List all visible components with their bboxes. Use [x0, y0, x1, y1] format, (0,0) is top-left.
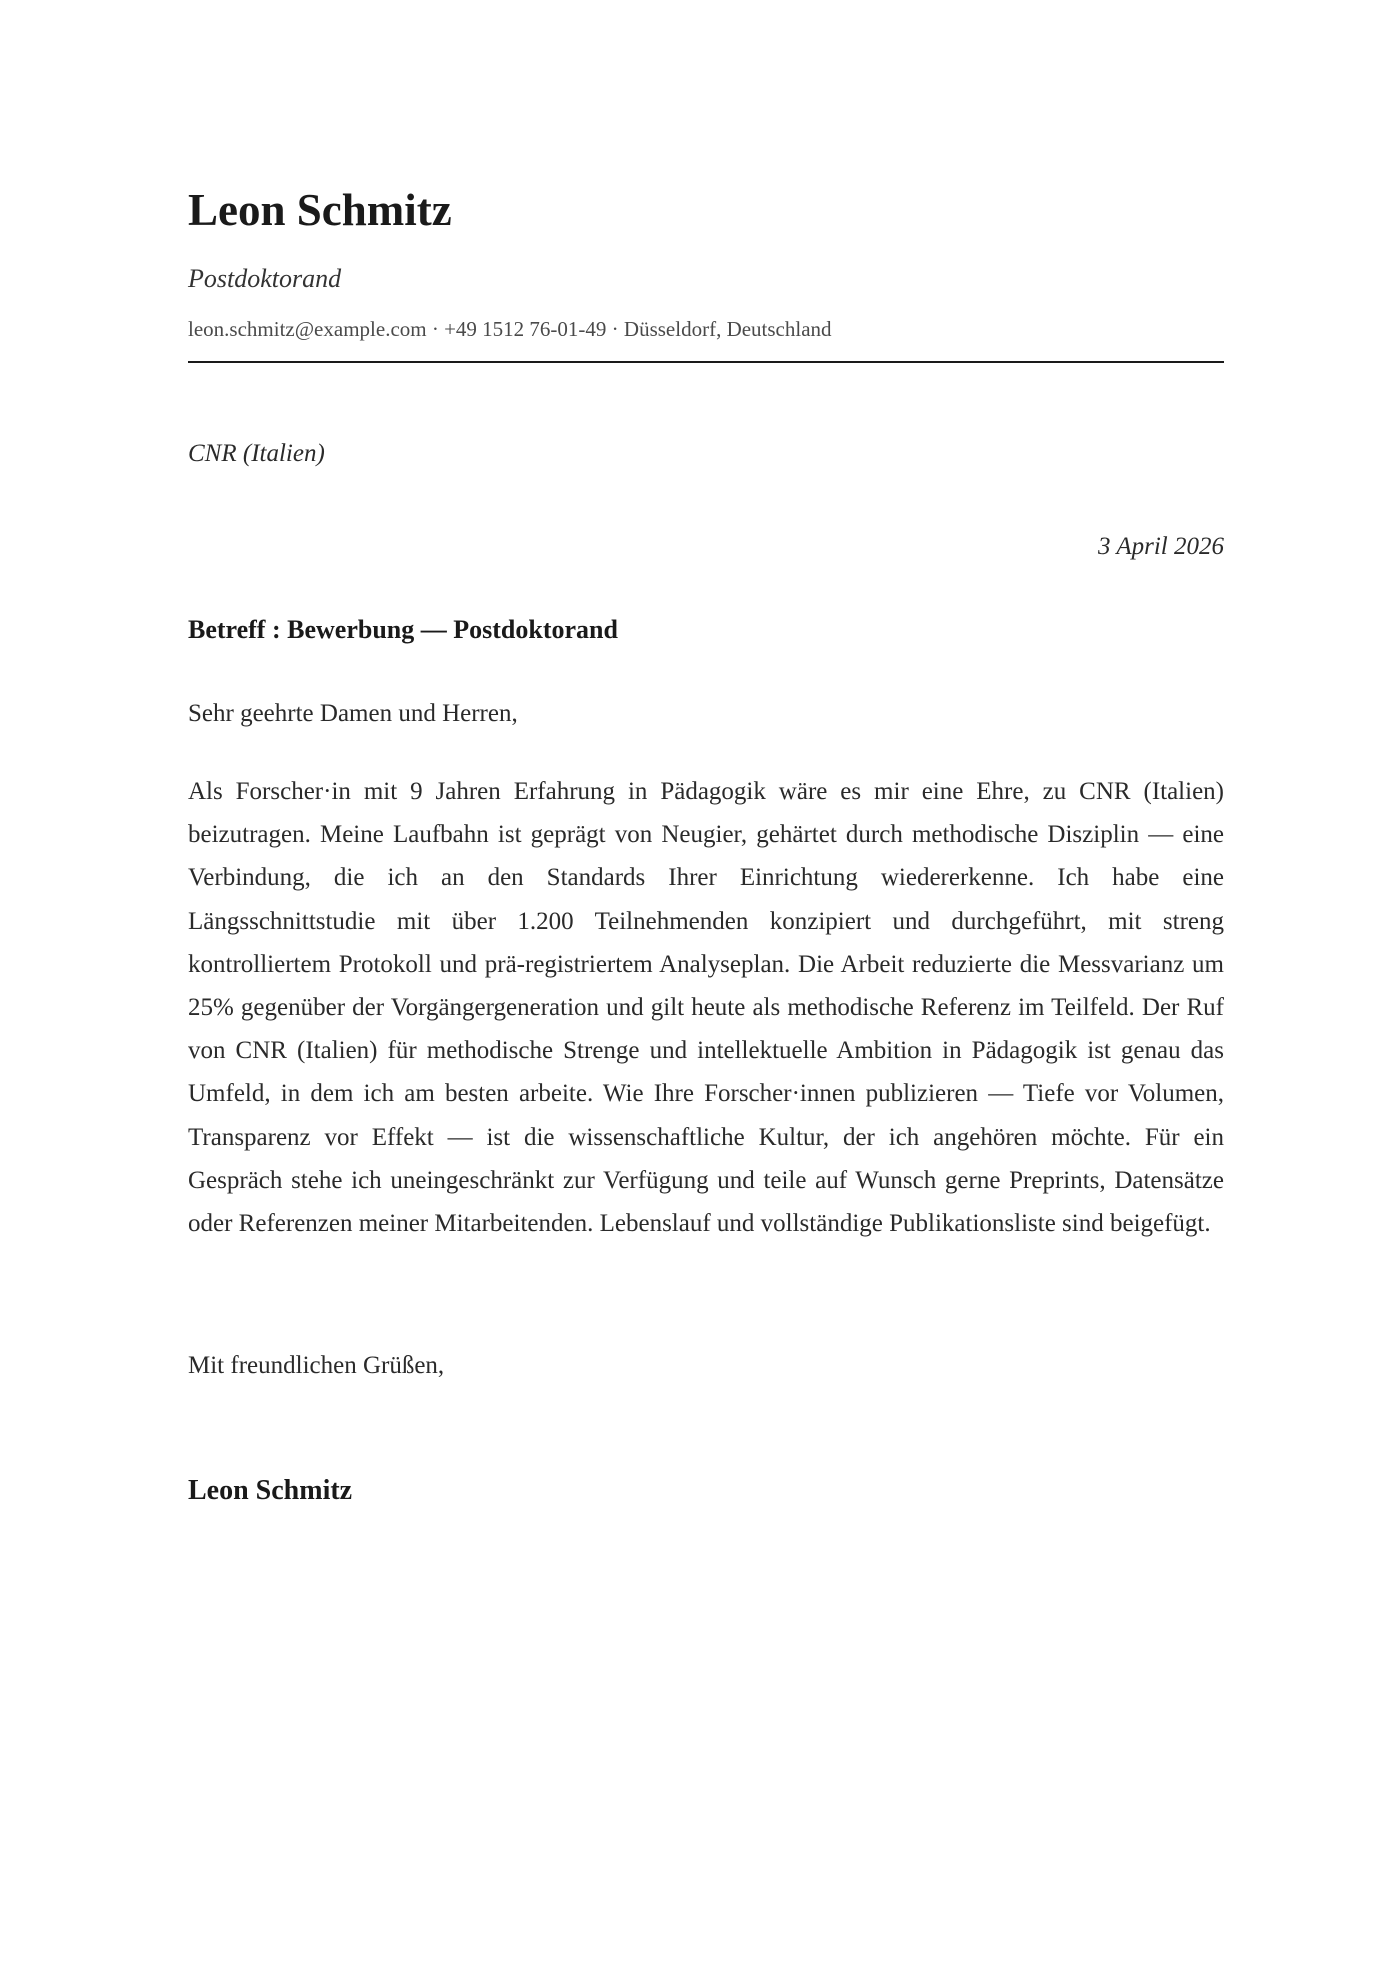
salutation: Sehr geehrte Damen und Herren, [188, 700, 518, 727]
sender-name: Leon Schmitz [188, 185, 452, 235]
letter-body: Als Forscher·in mit 9 Jahren Erfahrung in Pädagogik wäre es mir eine Ehre, zu CNR (Italien) beizutragen. Meine Laufbahn ist geprägt von Neugier, gehärtet durch methodische Disziplin — eine Verbindung, die ich an den Standards Ihrer Einrichtung wiedererkenne. Ich habe eine Längsschnittstudie mit über 1.200 Teilnehmenden konzipiert und durchgeführt, mit streng kontrolliertem Protokoll und prä-registriertem Analyseplan. Die Arbeit reduzierte die Messvarianz um 25% gegenüber der Vorgängergeneration und gilt heute als methodische Referenz im Teilfeld. Der Ruf von CNR (Italien) für methodische Strenge und intellektuelle Ambition in Pädagogik ist genau das Umfeld, in dem ich am besten arbeite. Wie Ihre Forscher·innen publizieren — Tiefe vor Volumen, Transparenz vor Effekt — ist die wissenschaftliche Kultur, der ich angehören möchte. Für ein Gespräch stehe ich uneingeschränkt zur Verfügung und teile auf Wunsch gerne Preprints, Datensätze oder Referenzen meiner Mitarbeitenden. Lebenslauf und vollständige Publikationsliste sind beigefügt. [188, 778, 1224, 1238]
header-divider [188, 361, 1224, 363]
letter-date: 3 April 2026 [1098, 533, 1224, 560]
closing: Mit freundlichen Grüßen, [188, 1352, 445, 1379]
sender-contact-line: leon.schmitz@example.com · +49 1512 76-01-49 · Düsseldorf, Deutschland [188, 317, 832, 341]
recipient: CNR (Italien) [188, 440, 325, 467]
sender-role: Postdoktorand [188, 264, 342, 293]
subject-line: Betreff : Bewerbung — Postdoktorand [188, 615, 618, 644]
signature: Leon Schmitz [188, 1475, 353, 1506]
